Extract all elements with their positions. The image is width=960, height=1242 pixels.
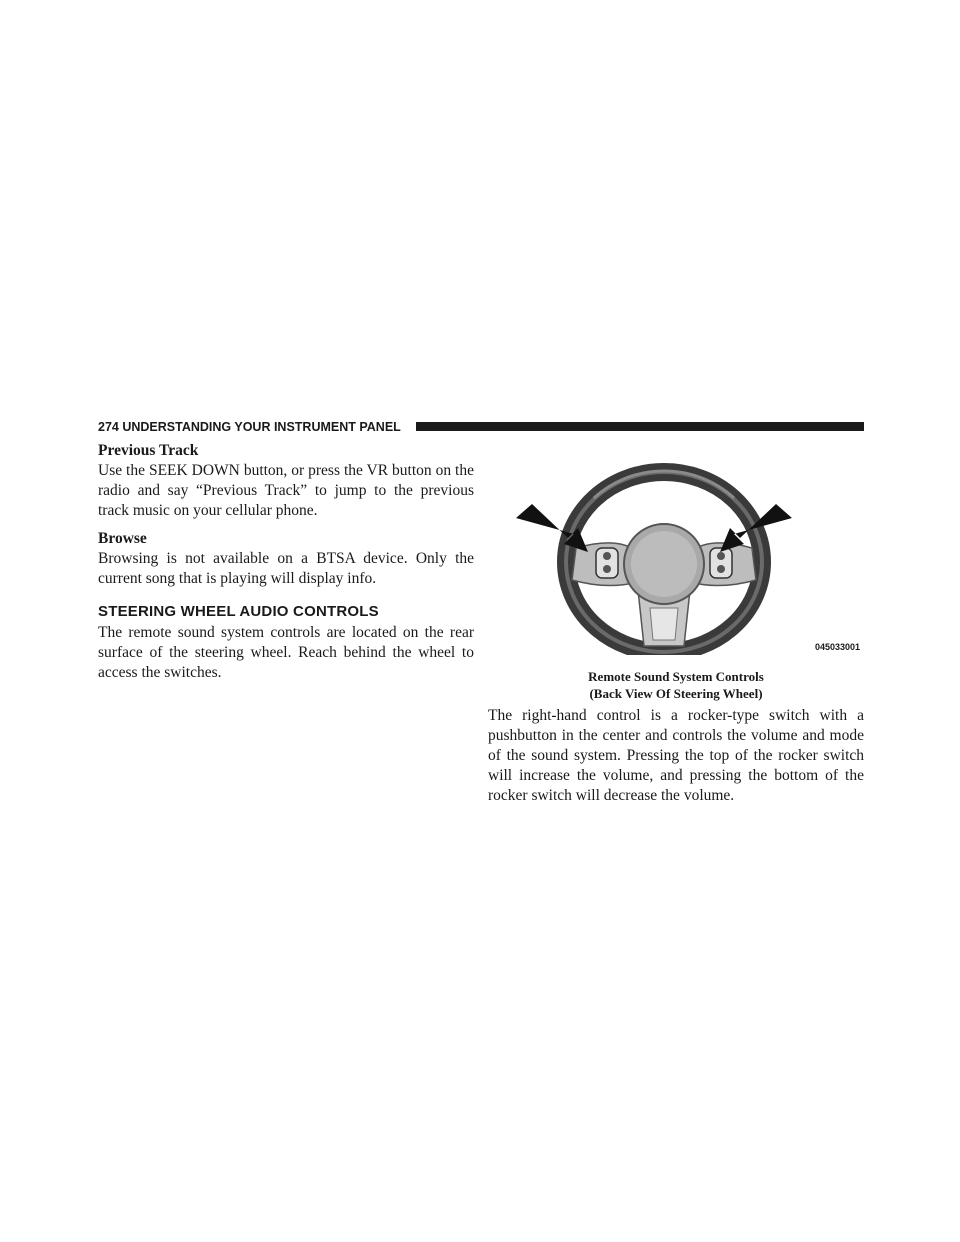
steering-wheel-section-heading: STEERING WHEEL AUDIO CONTROLS bbox=[98, 603, 379, 620]
figure-id: 045033001 bbox=[814, 642, 860, 652]
right-column bbox=[488, 440, 864, 814]
left-column bbox=[98, 441, 474, 691]
steering-wheel-figure bbox=[488, 440, 864, 650]
figure-caption bbox=[488, 668, 864, 702]
steering-wheel-illustration bbox=[488, 440, 864, 655]
previous-track-heading: Previous Track bbox=[98, 442, 199, 459]
caption-line-1: Remote Sound System Controls bbox=[588, 669, 764, 684]
previous-track-text: Use the SEEK DOWN button, or press the VR button on the radio and say “Previous Track” to jump to the previous track music on your cellular phone. bbox=[98, 462, 474, 519]
page-header bbox=[98, 419, 864, 435]
header-rule bbox=[416, 422, 864, 431]
steering-wheel-text: The remote sound system controls are located on the rear surface of the steering wheel. Reach behind the wheel to access the switches. bbox=[98, 624, 474, 681]
right-hand-control-text: The right-hand control is a rocker-type switch with a pushbutton in the center and controls the volume and mode of the sound system. Pressing the top of the rocker switch will increase the volume, and pressing the bottom of the rocker switch will decrease the volume. bbox=[488, 707, 864, 804]
page-number-title: 274 UNDERSTANDING YOUR INSTRUMENT PANEL bbox=[98, 419, 407, 435]
browse-heading: Browse bbox=[98, 530, 147, 547]
browse-text: Browsing is not available on a BTSA device. Only the current song that is playing will display info. bbox=[98, 550, 474, 587]
caption-line-2: (Back View Of Steering Wheel) bbox=[589, 686, 763, 701]
